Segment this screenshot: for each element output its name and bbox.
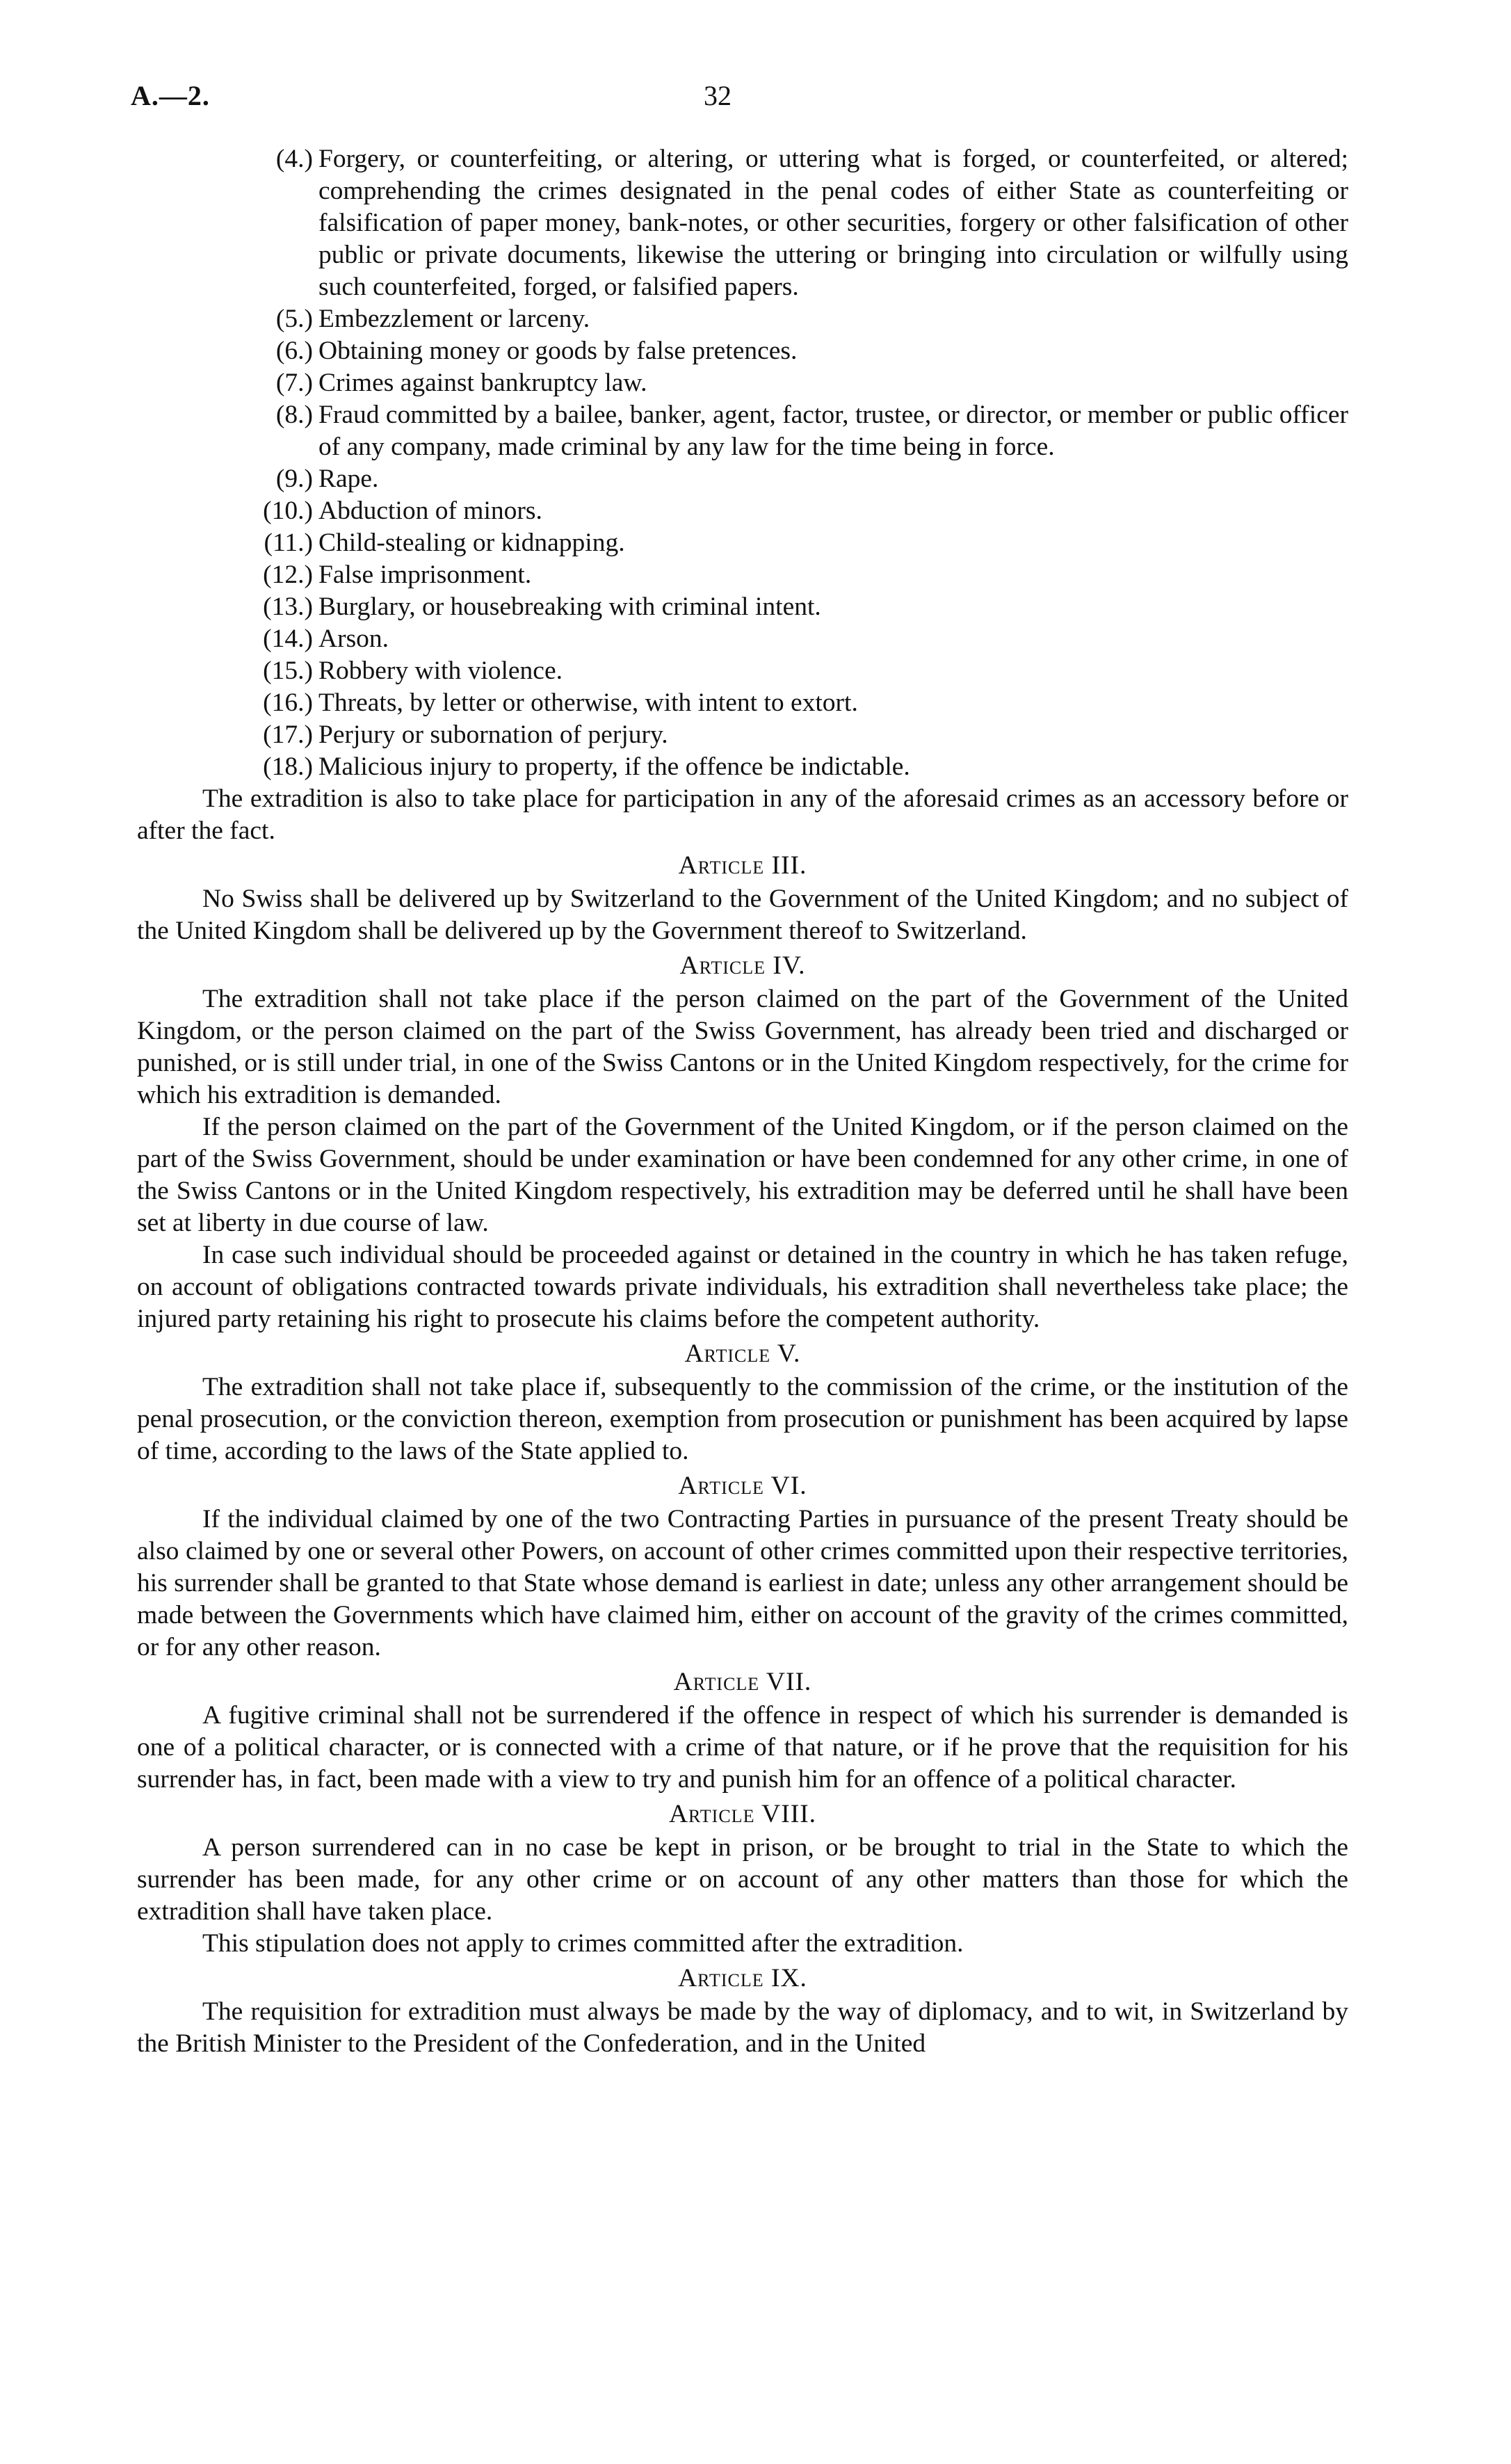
list-item: [137, 655, 1348, 687]
list-item-text: Forgery, or counterfeiting, or altering, or uttering what is forged, or counterfeited, or altered; comprehending the crimes designated in the penal codes of either State as counterfeiting or falsification of paper money, bank-notes, or other securities, forgery or other falsification of other public or private documents, likewise the uttering or bringing into circulation or wilfully using such counterfeited, forged, or falsified papers.: [318, 145, 1348, 301]
list-item: [137, 751, 1348, 783]
list-item: [137, 559, 1348, 591]
article-vii: [137, 1666, 1348, 1796]
list-item-text: Burglary, or housebreaking with criminal intent.: [318, 593, 821, 621]
list-item-number: (15.): [263, 657, 313, 685]
article-paragraph: A fugitive criminal shall not be surrendered if the offence in respect of which his surrender is demanded is one of a political character, or is connected with a crime of that nature, or if he prove that the requisition for his surrender has, in fact, been made with a view to try and punish him for an offence of a political character.: [137, 1701, 1348, 1794]
list-item-text: Child-stealing or kidnapping.: [318, 529, 625, 557]
page-number: 32: [704, 80, 732, 111]
article-iv: [137, 950, 1348, 1335]
article-iii: [137, 850, 1348, 947]
article-ix: [137, 1963, 1348, 2060]
list-item-text: Malicious injury to property, if the offence be indictable.: [318, 752, 910, 781]
list-item-text: Fraud committed by a bailee, banker, agent, factor, trustee, or director, or member or public officer of any company, made criminal by any law for the time being in force.: [318, 401, 1348, 461]
article-heading: Article VI.: [678, 1472, 807, 1500]
list-item: [137, 495, 1348, 527]
list-item-text: Abduction of minors.: [318, 497, 542, 525]
list-item-text: Rape.: [318, 465, 379, 493]
article-paragraph: In case such individual should be proceeded against or detained in the country in which he has taken refuge, on account of obligations contracted towards private individuals, his extradition shall nevertheless take place; the injured party retaining his right to prosecute his claims before the competent authority.: [137, 1241, 1348, 1333]
list-item-text: False imprisonment.: [318, 561, 532, 589]
list-item: [137, 591, 1348, 623]
article-heading: Article IX.: [678, 1964, 807, 1992]
participation-paragraph: The extradition is also to take place for participation in any of the aforesaid crimes as an accessory before or after the fact.: [137, 784, 1348, 845]
list-item-number: (18.): [263, 752, 313, 781]
list-item-text: Arson.: [318, 625, 389, 653]
document-reference: A.—2.: [131, 80, 210, 111]
list-item: [137, 143, 1348, 303]
article-paragraph: No Swiss shall be delivered up by Switzerland to the Government of the United Kingdom; and no subject of the United Kingdom shall be delivered up by the Government thereof to Switzerland.: [137, 885, 1348, 945]
article-paragraph: If the person claimed on the part of the Government of the United Kingdom, or if the person claimed on the part of the Swiss Government, should be under examination or have been condemned for any other crime, in one of the Swiss Cantons or in the United Kingdom respectively, his extradition may be deferred until he shall have been set at liberty in due course of law.: [137, 1113, 1348, 1237]
article-paragraph: The extradition shall not take place if the person claimed on the part of the Government of the United Kingdom, or the person claimed on the part of the Swiss Government, has already been tried and discharged or punished, or is still under trial, in one of the Swiss Cantons or in the United Kingdom respectively, for the crime for which his extradition is demanded.: [137, 985, 1348, 1109]
article-paragraph: A person surrendered can in no case be kept in prison, or be brought to trial in the State to which the surrender has been made, for any other crime or on account of any other matters than those for which the extradition shall have taken place.: [137, 1833, 1348, 1926]
list-item-text: Perjury or subornation of perjury.: [318, 720, 668, 749]
article-heading: Article III.: [678, 851, 807, 880]
list-item: [137, 687, 1348, 719]
list-item: [137, 463, 1348, 495]
article-heading: Article VII.: [673, 1668, 812, 1696]
list-item: [137, 367, 1348, 399]
list-item-number: (8.): [275, 401, 313, 429]
list-item: [137, 719, 1348, 751]
list-item: [137, 623, 1348, 655]
article-v: [137, 1338, 1348, 1467]
list-item-number: (9.): [275, 465, 313, 493]
list-item-text: Crimes against bankruptcy law.: [318, 369, 647, 397]
article-paragraph: This stipulation does not apply to crimes committed after the extradition.: [202, 1929, 964, 1958]
list-item-number: (13.): [263, 593, 313, 621]
list-item-number: (16.): [263, 689, 313, 717]
offence-list: [137, 143, 1348, 783]
article-heading: Article IV.: [679, 951, 806, 980]
article-heading: Article V.: [684, 1339, 801, 1368]
list-item-number: (5.): [275, 305, 313, 333]
list-item: [137, 527, 1348, 559]
list-item: [137, 303, 1348, 335]
article-heading: Article VIII.: [668, 1800, 817, 1828]
list-item-number: (6.): [275, 337, 313, 365]
article-paragraph: The extradition shall not take place if, subsequently to the commission of the crime, or the institution of the penal prosecution, or the conviction thereon, exemption from prosecution or punishment has been acquired by lapse of time, according to the laws of the State applied to.: [137, 1373, 1348, 1465]
list-item-number: (12.): [263, 561, 313, 589]
list-item-text: Threats, by letter or otherwise, with intent to extort.: [318, 689, 858, 717]
list-item-number: (14.): [263, 625, 313, 653]
list-item: [137, 335, 1348, 367]
list-item-number: (4.): [275, 145, 313, 173]
article-viii: [137, 1798, 1348, 1960]
article-vi: [137, 1470, 1348, 1664]
list-item: [137, 399, 1348, 463]
article-paragraph: If the individual claimed by one of the two Contracting Parties in pursuance of the present Treaty should be also claimed by one or several other Powers, on account of other crimes committed upon their respective territories, his surrender shall be granted to that State whose demand is earliest in date; unless any other arrangement should be made between the Governments which have claimed him, either on account of the gravity of the crimes committed, or for any other reason.: [137, 1505, 1348, 1661]
list-item-number: (11.): [264, 529, 313, 557]
document-body: [137, 143, 1348, 2060]
list-item-number: (17.): [263, 720, 313, 749]
list-item-number: (10.): [263, 497, 313, 525]
list-item-text: Embezzlement or larceny.: [318, 305, 590, 333]
list-item-text: Robbery with violence.: [318, 657, 563, 685]
list-item-text: Obtaining money or goods by false pretences.: [318, 337, 798, 365]
list-item-number: (7.): [275, 369, 313, 397]
article-paragraph: The requisition for extradition must always be made by the way of diplomacy, and to wit, in Switzerland by the British Minister to the President of the Confederation, and in the United: [137, 1997, 1348, 2058]
